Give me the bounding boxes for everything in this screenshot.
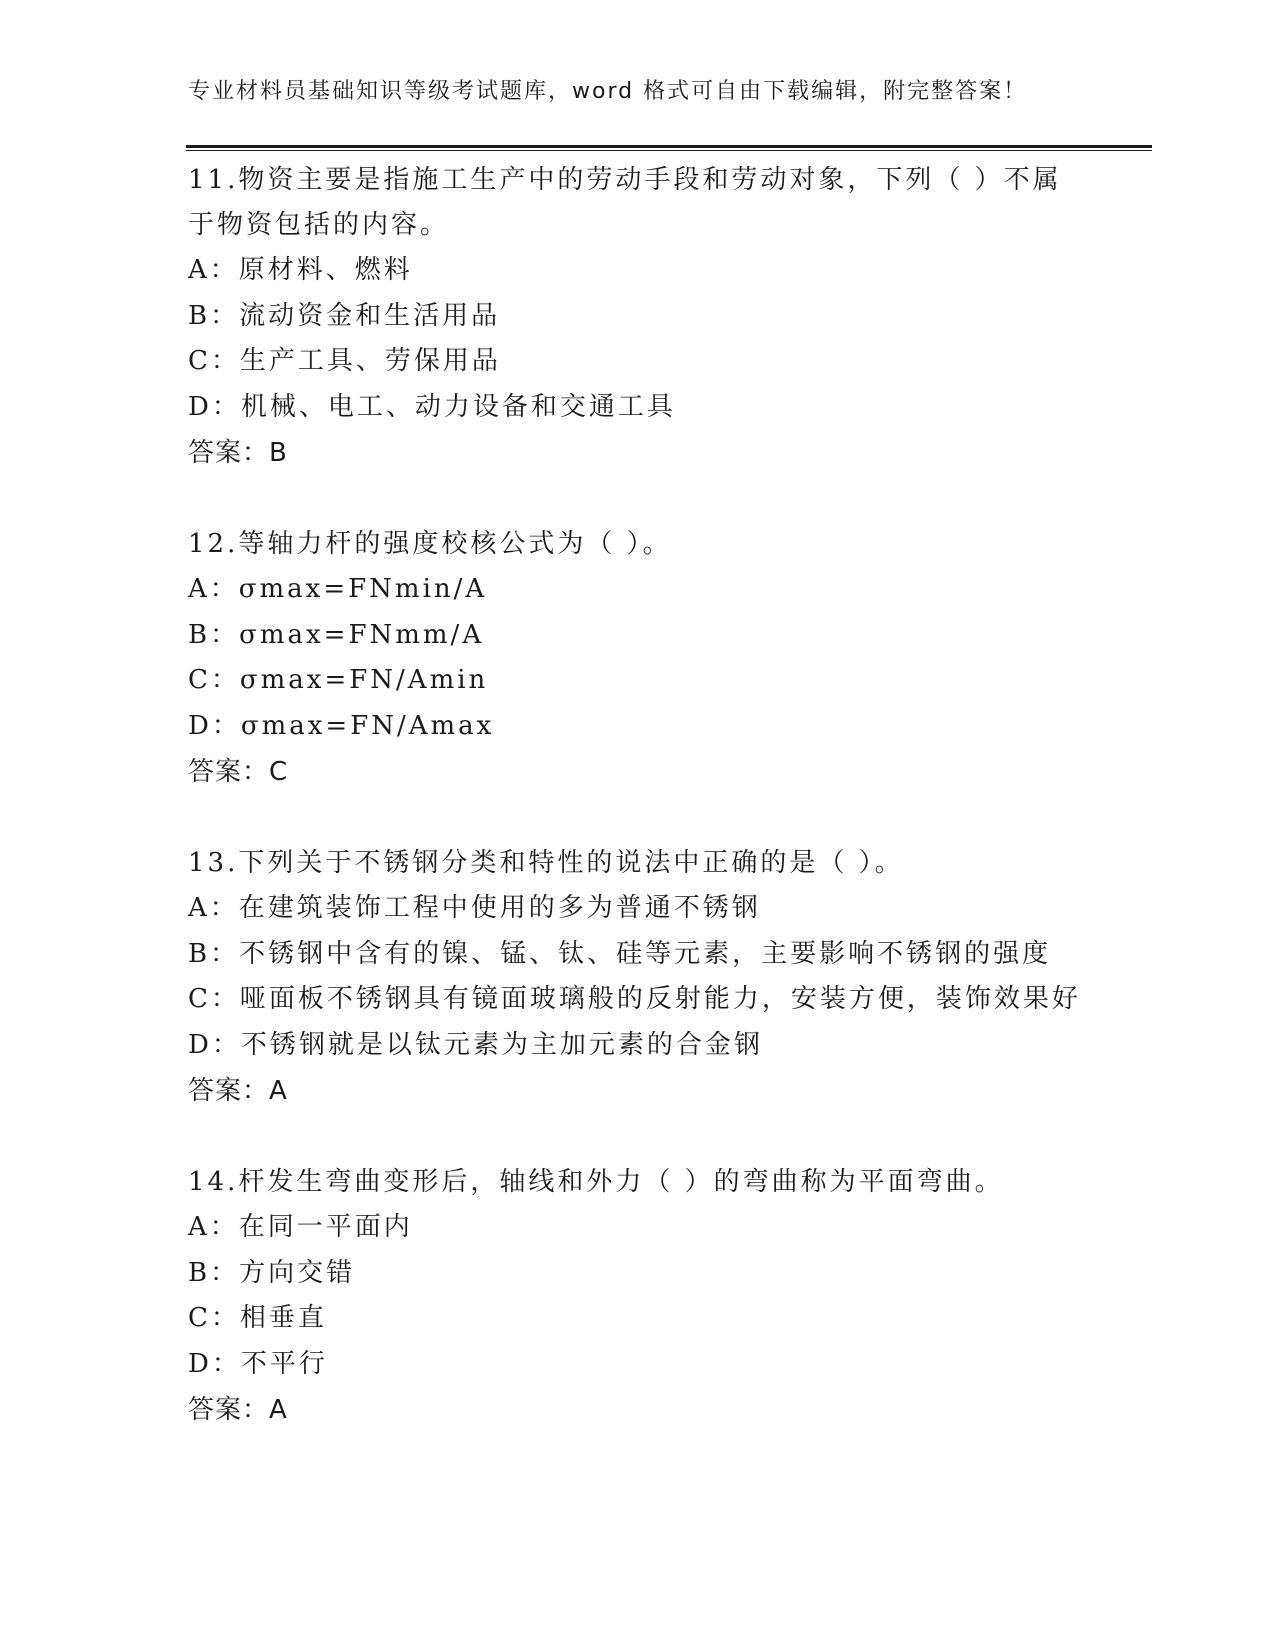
question-11	[188, 158, 1088, 476]
question-text: 11.物资主要是指施工生产中的劳动手段和劳动对象，下列（ ）不属于物资包括的内容。	[188, 165, 1062, 240]
option-c: C：σmax=FN/Amin	[188, 665, 489, 695]
question-list	[188, 158, 1088, 1479]
option-c: C：相垂直	[188, 1303, 327, 1333]
option-d: D：不平行	[188, 1348, 328, 1379]
question-14	[188, 1160, 1088, 1433]
answer: 答案：A	[188, 1395, 288, 1425]
question-13	[188, 841, 1088, 1114]
question-text: 12.等轴力杆的强度校核公式为（ ）。	[188, 529, 672, 559]
option-b: B：不锈钢中含有的镍、锰、钛、硅等元素，主要影响不锈钢的强度	[188, 938, 1052, 969]
option-b: B：流动资金和生活用品	[188, 300, 501, 331]
question-12	[188, 522, 1088, 795]
option-c: C：哑面板不锈钢具有镜面玻璃般的反射能力，安装方便，装饰效果好	[188, 984, 1081, 1014]
option-a: A：在建筑装饰工程中使用的多为普通不锈钢	[188, 893, 761, 923]
answer: 答案：C	[188, 757, 289, 787]
answer: 答案：B	[188, 438, 288, 468]
question-text: 13.下列关于不锈钢分类和特性的说法中正确的是（ ）。	[188, 848, 904, 878]
page-header: 专业材料员基础知识等级考试题库，word 格式可自由下载编辑，附完整答案！	[188, 79, 1028, 104]
option-c: C：生产工具、劳保用品	[188, 346, 501, 376]
option-d: D：机械、电工、动力设备和交通工具	[188, 391, 676, 422]
option-a: A：在同一平面内	[188, 1212, 413, 1242]
option-d: D：不锈钢就是以钛元素为主加元素的合金钢	[188, 1029, 763, 1060]
answer: 答案：A	[188, 1076, 288, 1106]
option-b: B：σmax=FNmm/A	[188, 619, 485, 650]
option-d: D：σmax=FN/Amax	[188, 710, 495, 741]
option-a: A：σmax=FNmin/A	[188, 574, 488, 604]
question-text: 14.杆发生弯曲变形后，轴线和外力（ ）的弯曲称为平面弯曲。	[188, 1167, 1004, 1197]
header-rule-thick	[186, 145, 1152, 148]
option-a: A：原材料、燃料	[188, 255, 413, 285]
option-b: B：方向交错	[188, 1257, 356, 1288]
header-rule-thin	[186, 150, 1152, 151]
